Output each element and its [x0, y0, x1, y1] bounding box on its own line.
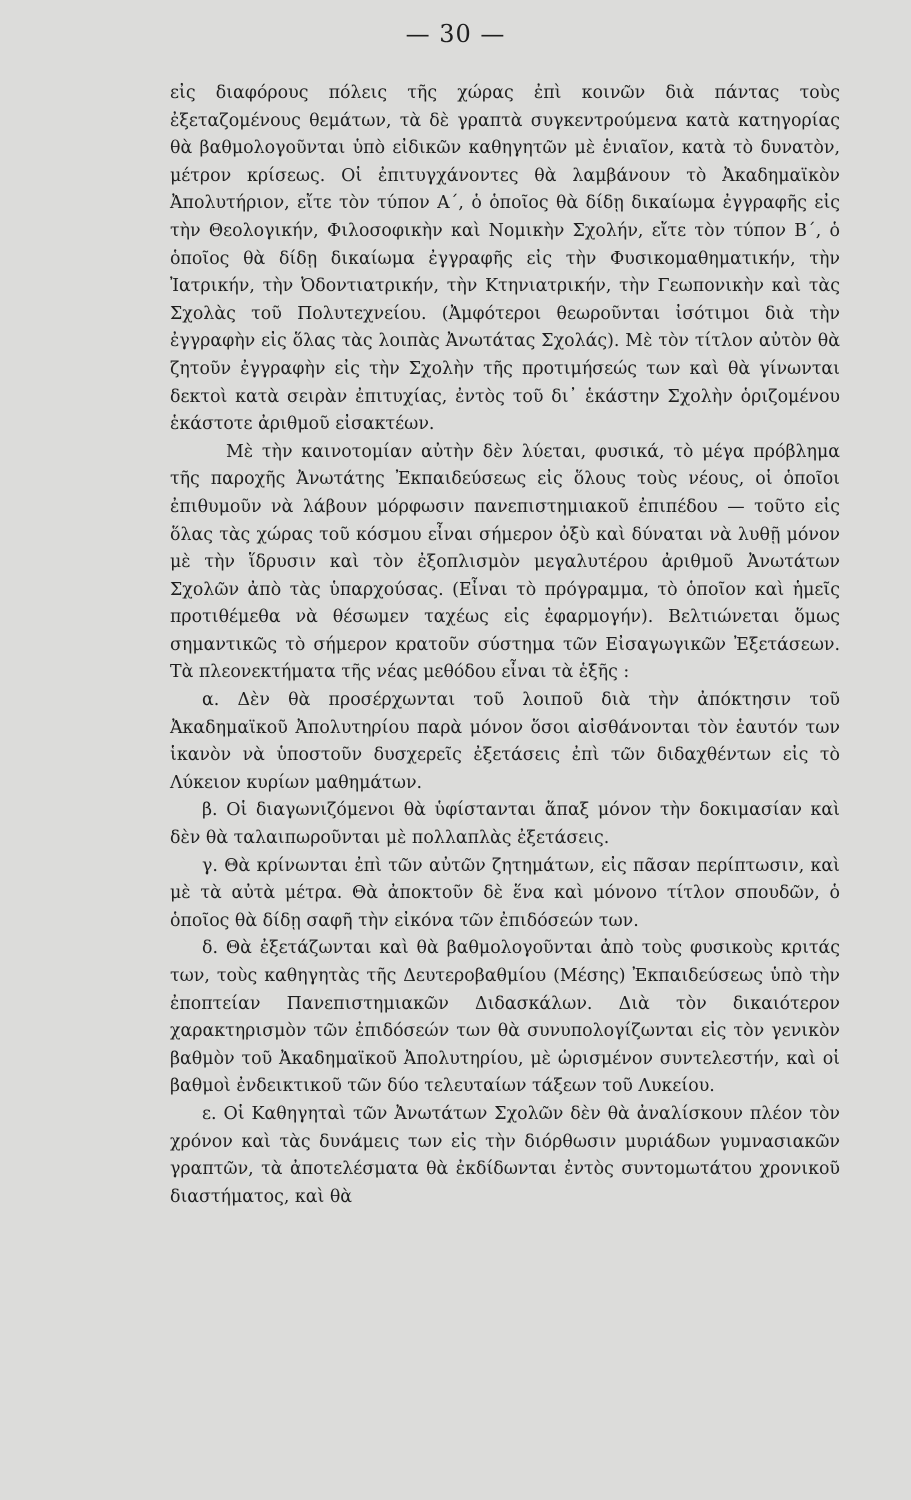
list-item-b: β. Οἱ διαγωνιζόμενοι θὰ ὑφίστανται ἅπαξ μόνον τὴν δοκιμασίαν καὶ δὲν θὰ ταλαιπωροῦνται μὲ πολλαπλὰς ἐξετάσεις. — [170, 800, 840, 849]
list-item-d: δ. Θὰ ἐξετάζωνται καὶ θὰ βαθμολογοῦνται ἀπὸ τοὺς φυσικοὺς κριτάς των, τοὺς καθηγητὰς τῆς Δευτεροβαθμίου (Μέσης) Ἐκπαιδεύσεως ὑπὸ τὴν ἐποπτείαν Πανεπιστημιακῶν Διδασκάλων. Διὰ τὸν δικαιότερον χαρακτηρισμὸν τῶν ἐπιδόσεών των θὰ συνυπολογίζωνται εἰς τὸν γενικὸν βαθμὸν τοῦ Ἀκαδημαϊκοῦ Ἀπολυτηρίου, μὲ ὡρισμένον συντελεστήν, καὶ οἱ βαθμοὶ ἐνδεικτικοῦ τῶν δύο τελευταίων τάξεων τοῦ Λυκείου. — [170, 938, 840, 1097]
list-item-a: α. Δὲν θὰ προσέρχωνται τοῦ λοιποῦ διὰ τὴν ἀπόκτησιν τοῦ Ἀκαδημαϊκοῦ Ἀπολυτηρίου παρὰ μόνον ὅσοι αἰσθάνονται τὸν ἑαυτόν των ἱκανὸν νὰ ὑποστοῦν δυσχερεῖς ἐξετάσεις ἐπὶ τῶν διδαχθέντων εἰς τὸ Λύκειον κυρίων μαθημάτων. — [170, 690, 840, 793]
page-number: — 30 — — [405, 20, 506, 48]
body-text — [170, 80, 840, 1211]
list-item-e: ε. Οἱ Καθηγηταὶ τῶν Ἀνωτάτων Σχολῶν δὲν θὰ ἀναλίσκουν πλέον τὸν χρόνον καὶ τὰς δυνάμεις των εἰς τὴν διόρθωσιν μυριάδων γυμνασιακῶν γραπτῶν, τὰ ἀποτελέσματα θὰ ἐκδίδωνται ἐντὸς συντομωτάτου χρονικοῦ διαστήματος, καὶ θὰ — [170, 1103, 840, 1207]
list-item-c: γ. Θὰ κρίνωνται ἐπὶ τῶν αὐτῶν ζητημάτων, εἰς πᾶσαν περίπτωσιν, καὶ μὲ τὰ αὐτὰ μέτρα. Θὰ ἀποκτοῦν δὲ ἕνα καὶ μόνονο τίτλον σπουδῶν, ὁ ὁποῖος θὰ δίδῃ σαφῆ τὴν εἰκόνα τῶν ἐπιδόσεών των. — [170, 855, 840, 931]
paragraph-innovation: Μὲ τὴν καινοτομίαν αὐτὴν δὲν λύεται, φυσικά, τὸ μέγα πρόβλημα τῆς παροχῆς Ἀνωτάτης Ἐκπαιδεύσεως εἰς ὅλους τοὺς νέους, οἱ ὁποῖοι ἐπιθυμοῦν νὰ λάβουν μόρφωσιν πανεπιστημιακοῦ ἐπιπέδου — τοῦτο εἰς ὅλας τὰς χώρας τοῦ κόσμου εἶναι σήμερον ὀξὺ καὶ δύναται νὰ λυθῇ μόνον μὲ τὴν ἵδρυσιν καὶ τὸν ἐξοπλισμὸν μεγαλυτέρου ἀριθμοῦ Ἀνωτάτων Σχολῶν ἀπὸ τὰς ὑπαρχούσας. (Εἶναι τὸ πρόγραμμα, τὸ ὁποῖον καὶ ἡμεῖς προτιθέμεθα νὰ θέσωμεν ταχέως εἰς ἐφαρμογήν). Βελτιώνεται ὅμως σημαντικῶς τὸ σήμερον κρατοῦν σύστημα τῶν Εἰσαγωγικῶν Ἐξετάσεων. Τὰ πλεονεκτήματα τῆς νέας μεθόδου εἶναι τὰ ἑξῆς : — [170, 441, 840, 683]
paragraph-continuation: εἰς διαφόρους πόλεις τῆς χώρας ἐπὶ κοινῶν διὰ πάντας τοὺς ἐξεταζομένους θεμάτων, τὰ δὲ γραπτὰ συγκεντρούμενα κατὰ κατηγορίας θὰ βαθμολογοῦνται ὑπὸ εἰδικῶν καθηγητῶν μὲ ἑνιαῖον, κατὰ τὸ δυνατὸν, μέτρον κρίσεως. Οἱ ἐπιτυγχάνοντες θὰ λαμβάνουν τὸ Ἀκαδημαϊκὸν Ἀπολυτήριον, εἴτε τὸν τύπον Α΄, ὁ ὁποῖος θὰ δίδῃ δικαίωμα ἐγγραφῆς εἰς τὴν Θεολογικήν, Φιλοσοφικὴν καὶ Νομικὴν Σχολήν, εἴτε τὸν τύπον Β΄, ὁ ὁποῖος θὰ δίδῃ δικαίωμα ἐγγραφῆς εἰς τὴν Φυσικομαθηματικήν, τὴν Ἰατρικήν, τὴν Ὀδοντιατρικήν, τὴν Κτηνιατρικήν, τὴν Γεωπονικὴν καὶ τὰς Σχολὰς τοῦ Πολυτεχνείου. (Ἀμφότεροι θεωροῦνται ἰσότιμοι διὰ τὴν ἐγγραφὴν εἰς ὅλας τὰς λοιπὰς Ἀνωτάτας Σχολάς). Μὲ τὸν τίτλον αὐτὸν θὰ ζητοῦν ἐγγραφὴν εἰς τὴν Σχολὴν τῆς προτιμήσεώς των καὶ θὰ γίνωνται δεκτοὶ κατὰ σειρὰν ἐπιτυχίας, ἐντὸς τοῦ δι᾽ ἑκάστην Σχολὴν ὁριζομένου ἑκάστοτε ἀριθμοῦ εἰσακτέων. — [170, 83, 840, 435]
